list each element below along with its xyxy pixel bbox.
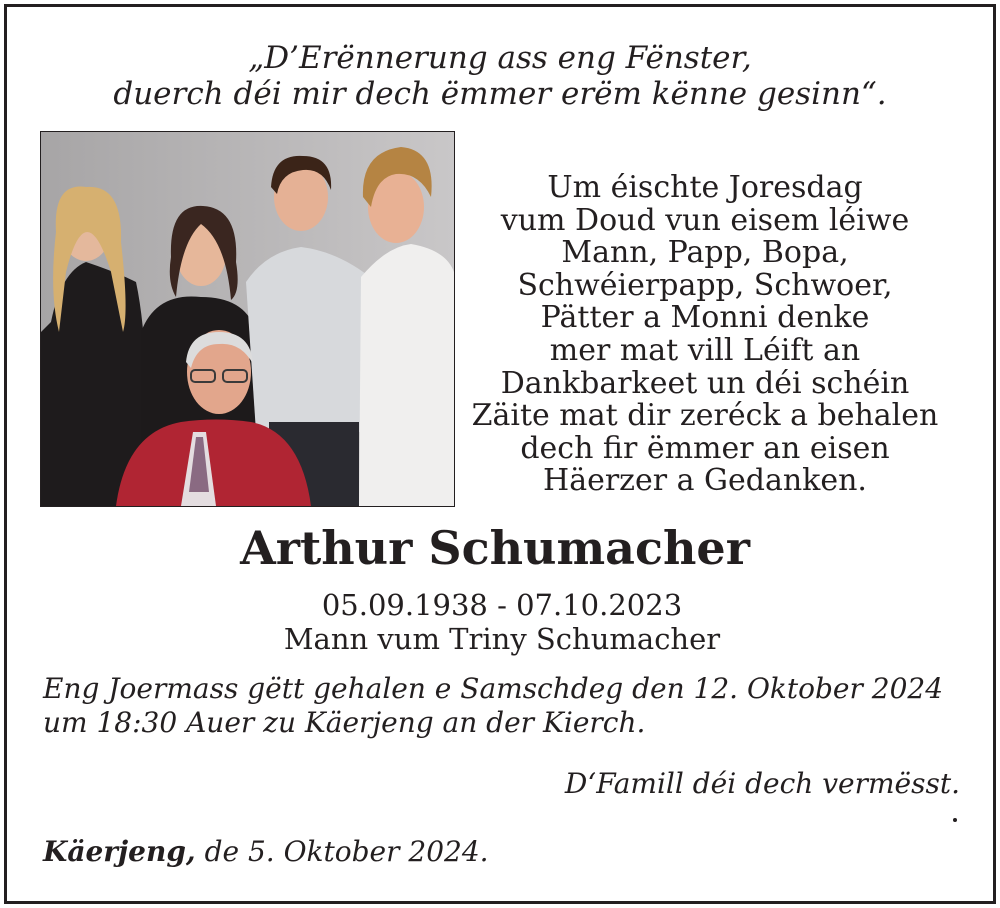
mass-line-2: um 18:30 Auer zu Käerjeng an der Kierch. (43, 706, 646, 739)
notice-date: de 5. Oktober 2024. (204, 835, 489, 868)
life-dates: 05.09.1938 - 07.10.2023 (321, 588, 683, 622)
dedication-line: Zäite mat dir zeréck a behalen (471, 398, 939, 434)
place-and-date (43, 832, 489, 872)
dedication-line: vum Doud vun eisem léiwe (500, 202, 910, 238)
dedication-text (470, 172, 940, 498)
spouse-line: Mann vum Triny Schumacher (283, 622, 721, 656)
memorial-quote (0, 40, 1000, 112)
dedication-line: Um éischte Joresdag (547, 170, 863, 205)
deceased-name: Arthur Schumacher (240, 521, 750, 575)
deceased-details (0, 588, 1000, 656)
dedication-line: mer mat vill Léift an (549, 332, 861, 368)
mass-line-1: Eng Joermass gëtt gehalen e Samschdeg den 12. Oktober 2024 (43, 672, 944, 705)
place-name: Käerjeng, (43, 835, 196, 868)
dedication-line: Mann, Papp, Bopa, (561, 235, 849, 271)
quote-line-1: „D’Erënnerung ass eng Fënster, (248, 40, 752, 76)
dedication-line: Dankbarkeet un déi schéin (500, 365, 910, 401)
family-photo (40, 131, 455, 507)
dedication-line: Häerzer a Gedanken. (543, 463, 867, 499)
memorial-mass-announcement (43, 672, 973, 740)
dedication-line: dech fir ëmmer an eisen (520, 430, 890, 466)
family-photo-illustration (41, 132, 454, 506)
family-signature: D‘Famill déi dech vermësst. (564, 767, 960, 800)
dedication-line: Schwéierpapp, Schwoer, (517, 267, 893, 303)
dedication-line: Pätter a Monni denke (540, 300, 870, 336)
decorative-dot (953, 818, 957, 822)
quote-line-2: duerch déi mir dech ëmmer erëm kënne gesinn“. (113, 76, 887, 112)
